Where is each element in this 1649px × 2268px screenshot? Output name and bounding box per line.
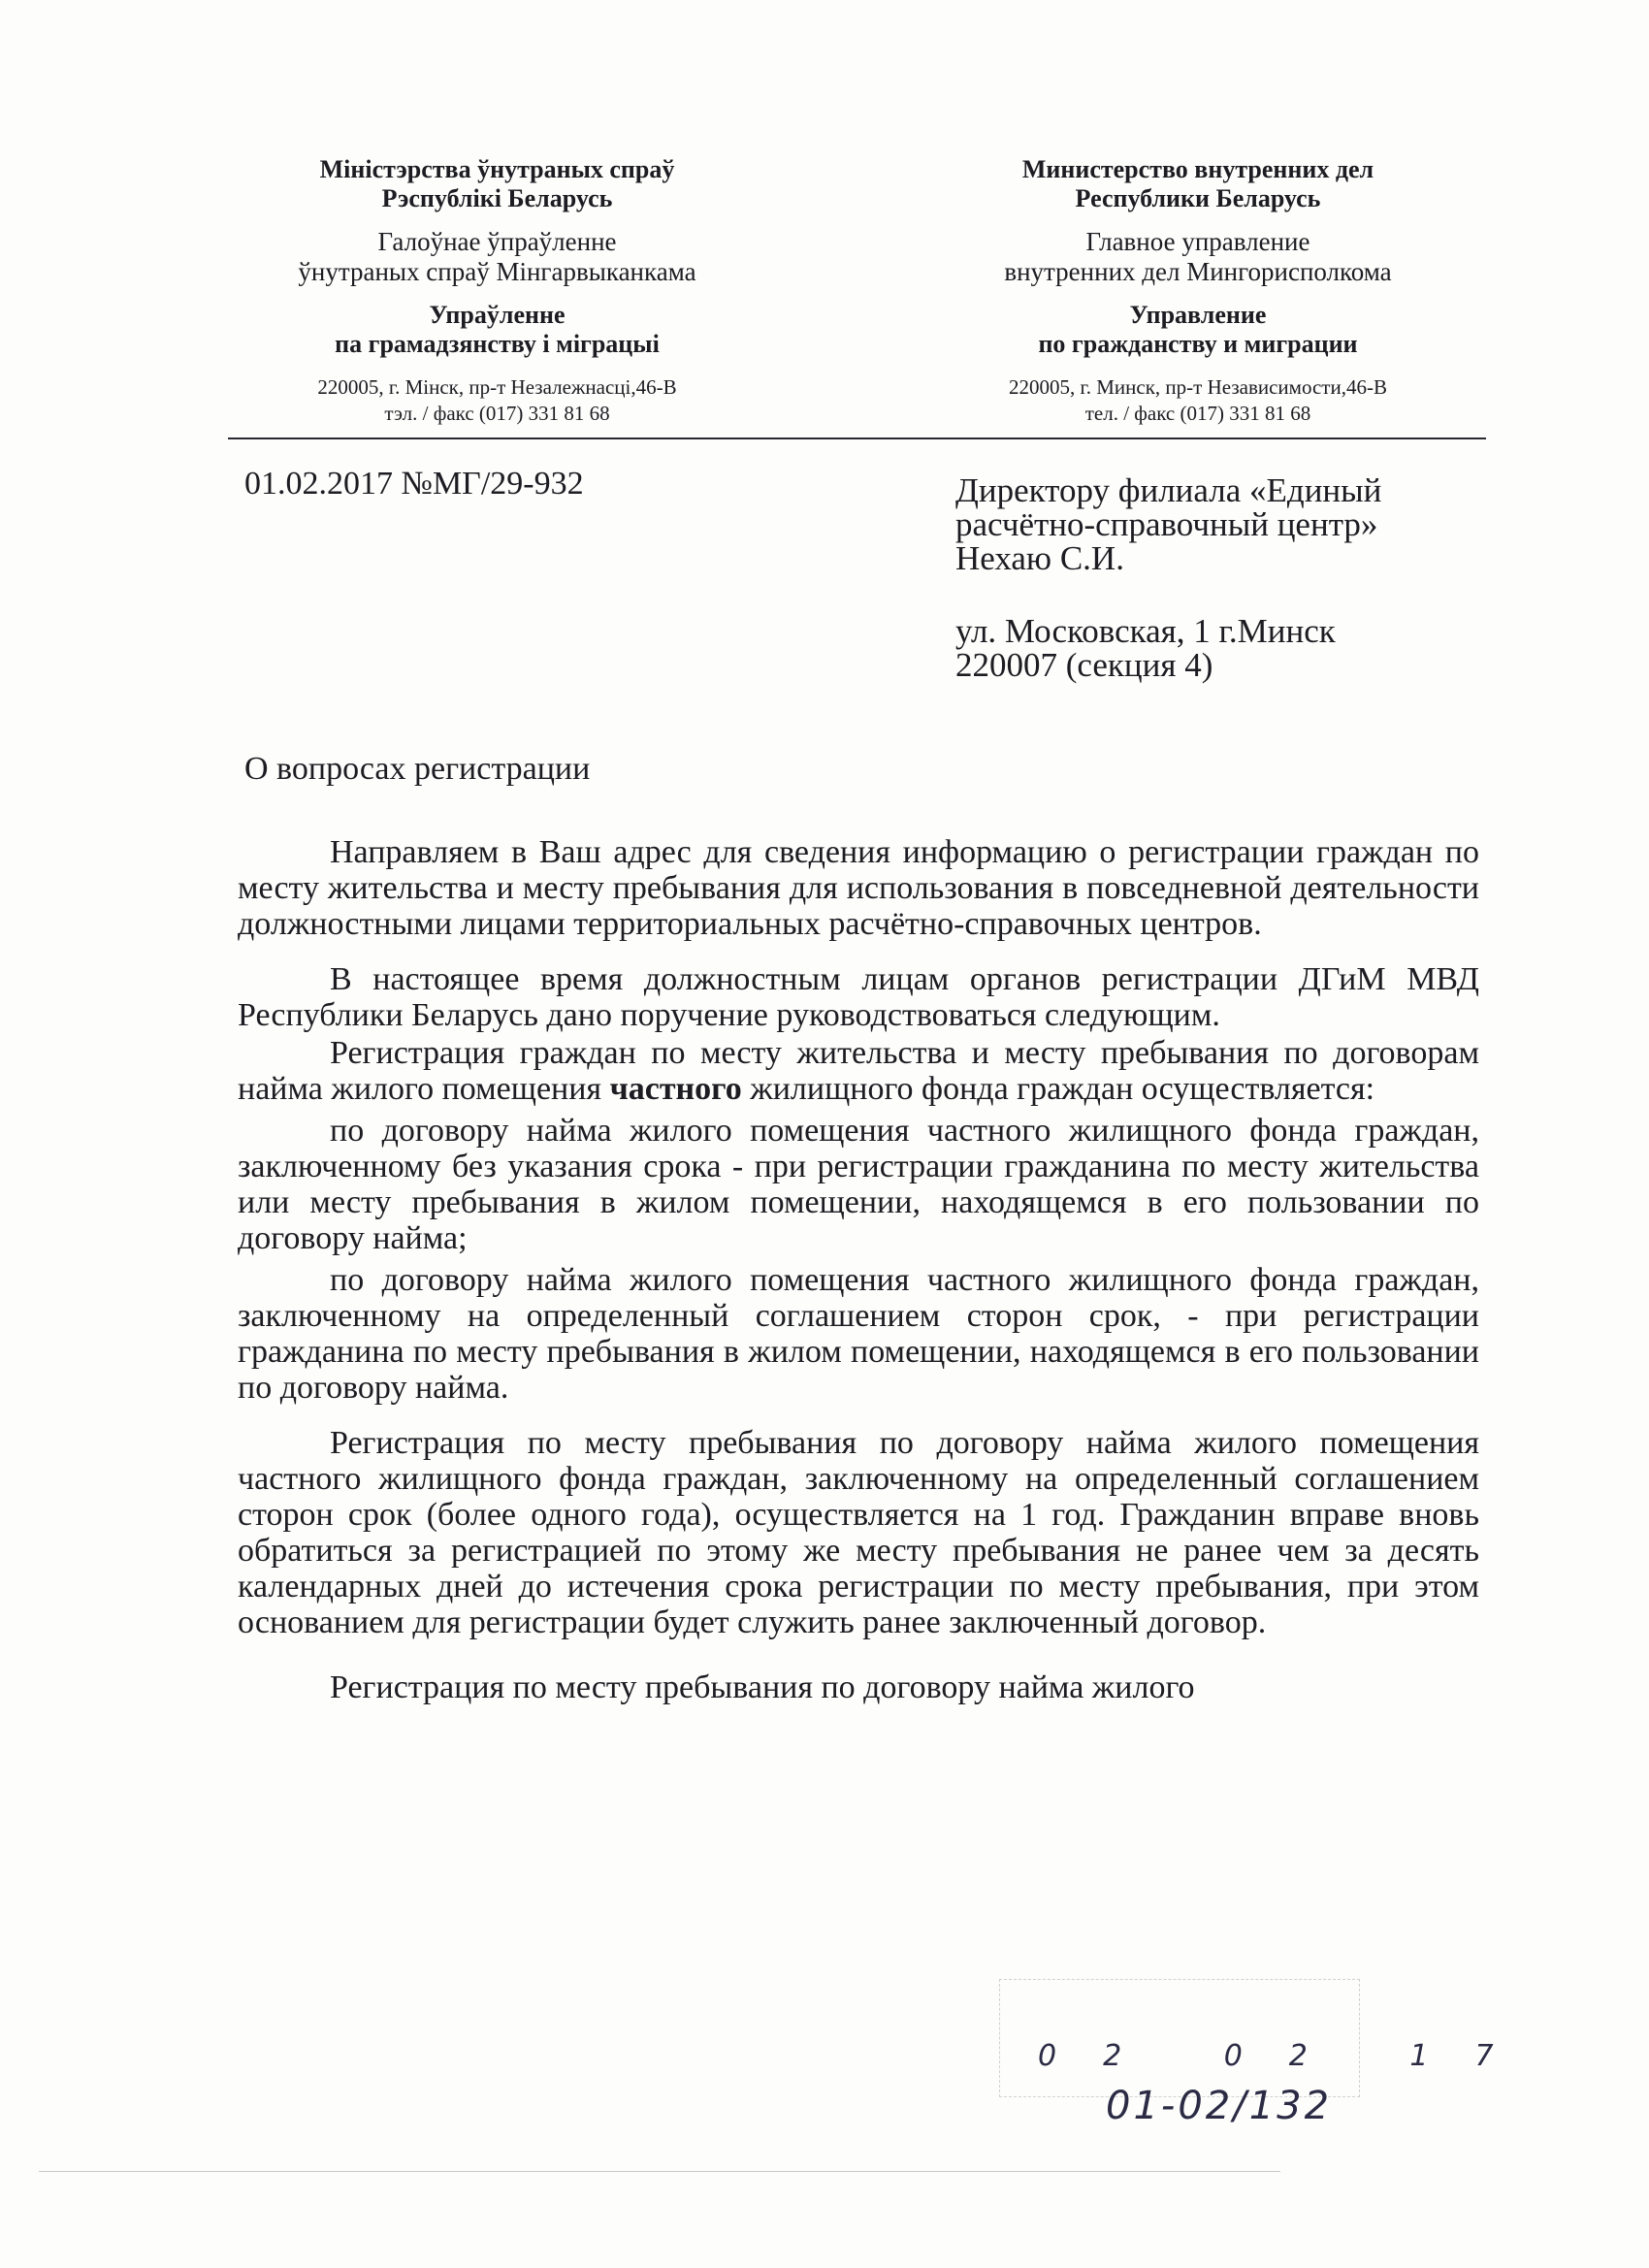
body-paragraph: Регистрация по месту пребывания по договору найма жилого [330, 1669, 1195, 1705]
handwritten-registration-number: 01-02/132 [1106, 2084, 1333, 2128]
body-paragraph: В настоящее время должностным лицам органов регистрации ДГиМ МВД Республики Беларусь дано поручение руководствоваться следующим. [238, 961, 1479, 1033]
paragraph-text: жилищного фонда граждан осуществляется: [750, 1071, 1375, 1107]
addressee-address-line: ул. Московская, 1 г.Минск [955, 612, 1336, 650]
letterhead-phone: тел. / факс (017) 331 81 68 [1084, 402, 1311, 425]
addressee-line: Нехаю С.И. [955, 539, 1124, 577]
addressee-line: расчётно-справочный центр» [955, 505, 1378, 543]
division-line-1: Упраўленне [429, 301, 566, 329]
addressee-address-line: 220007 (секция 4) [955, 646, 1213, 684]
body-paragraph [238, 1035, 1479, 1107]
division-line-2: по гражданству и миграции [1038, 330, 1358, 358]
paragraph-text: Регистрация граждан по месту жительства и месту пребывания по договорам найма жилого помещения [238, 1035, 1479, 1107]
body-paragraph: по договору найма жилого помещения частного жилищного фонда граждан, заключенному на определенный соглашением сторон срок, - при регистрации гражданина по месту пребывания в жилом помещении, находящемся в его пользовании по договору найма. [238, 1262, 1479, 1406]
letterhead-russian [955, 155, 1440, 427]
ministry-line-2: Рэспублікі Беларусь [381, 184, 613, 212]
letterhead-address: 220005, г. Минск, пр-т Независимости,46-В [1009, 375, 1387, 399]
stamp-outline [999, 1979, 1360, 2097]
department-line-2: ўнутраных спраў Мінгарвыканкама [298, 257, 696, 286]
department-line-1: Главное управление [1085, 227, 1310, 256]
letter-body [238, 834, 1479, 1705]
letterhead-divider [228, 437, 1486, 439]
registration-stamp [999, 1979, 1540, 2128]
ministry-line-1: Министерство внутренних дел [1021, 155, 1374, 183]
handwritten-date: 02 02 17 [1038, 2039, 1540, 2073]
ministry-line-1: Міністэрства ўнутраных спраў [319, 155, 675, 183]
ministry-line-2: Республики Беларусь [1075, 184, 1321, 212]
division-line-2: па грамадзянству і міграцыі [335, 330, 660, 358]
department-line-1: Галоўнае ўпраўленне [377, 227, 617, 256]
emphasized-word: частного [609, 1071, 742, 1107]
outgoing-reference: 01.02.2017 №МГ/29-932 [244, 466, 584, 502]
body-paragraph: по договору найма жилого помещения частного жилищного фонда граждан, заключенному без указания срока - при регистрации гражданина по месту жительства или месту пребывания в жилом помещении, находящемся в его пользовании по договору найма; [238, 1113, 1479, 1256]
addressee-line: Директору филиала «Единый [955, 471, 1382, 509]
letterhead-belarusian [233, 155, 761, 427]
letter-subject: О вопросах регистрации [244, 751, 591, 787]
department-line-2: внутренних дел Мингорисполкома [1004, 257, 1392, 286]
division-line-1: Управление [1129, 301, 1267, 329]
addressee-block [955, 473, 1499, 682]
letterhead-phone: тэл. / факс (017) 331 81 68 [384, 402, 610, 425]
letterhead-address: 220005, г. Мінск, пр-т Незалежнасці,46-В [317, 375, 677, 399]
page-edge-line [39, 2171, 1280, 2172]
body-paragraph: Направляем в Ваш адрес для сведения информацию о регистрации граждан по месту жительства и месту пребывания для использования в повседневной деятельности должностными лицами территориальных расчётно-справочных центров. [238, 834, 1479, 942]
body-paragraph: Регистрация по месту пребывания по договору найма жилого помещения частного жилищного фонда граждан, заключенному на определенный соглашением сторон срок (более одного года), осуществляется на 1 год. Гражданин вправе вновь обратиться за регистрацией по этому же месту пребывания не ранее чем за десять календарных дней до истечения срока регистрации по месту пребывания, при этом основанием для регистрации будет служить ранее заключенный договор. [238, 1425, 1479, 1640]
